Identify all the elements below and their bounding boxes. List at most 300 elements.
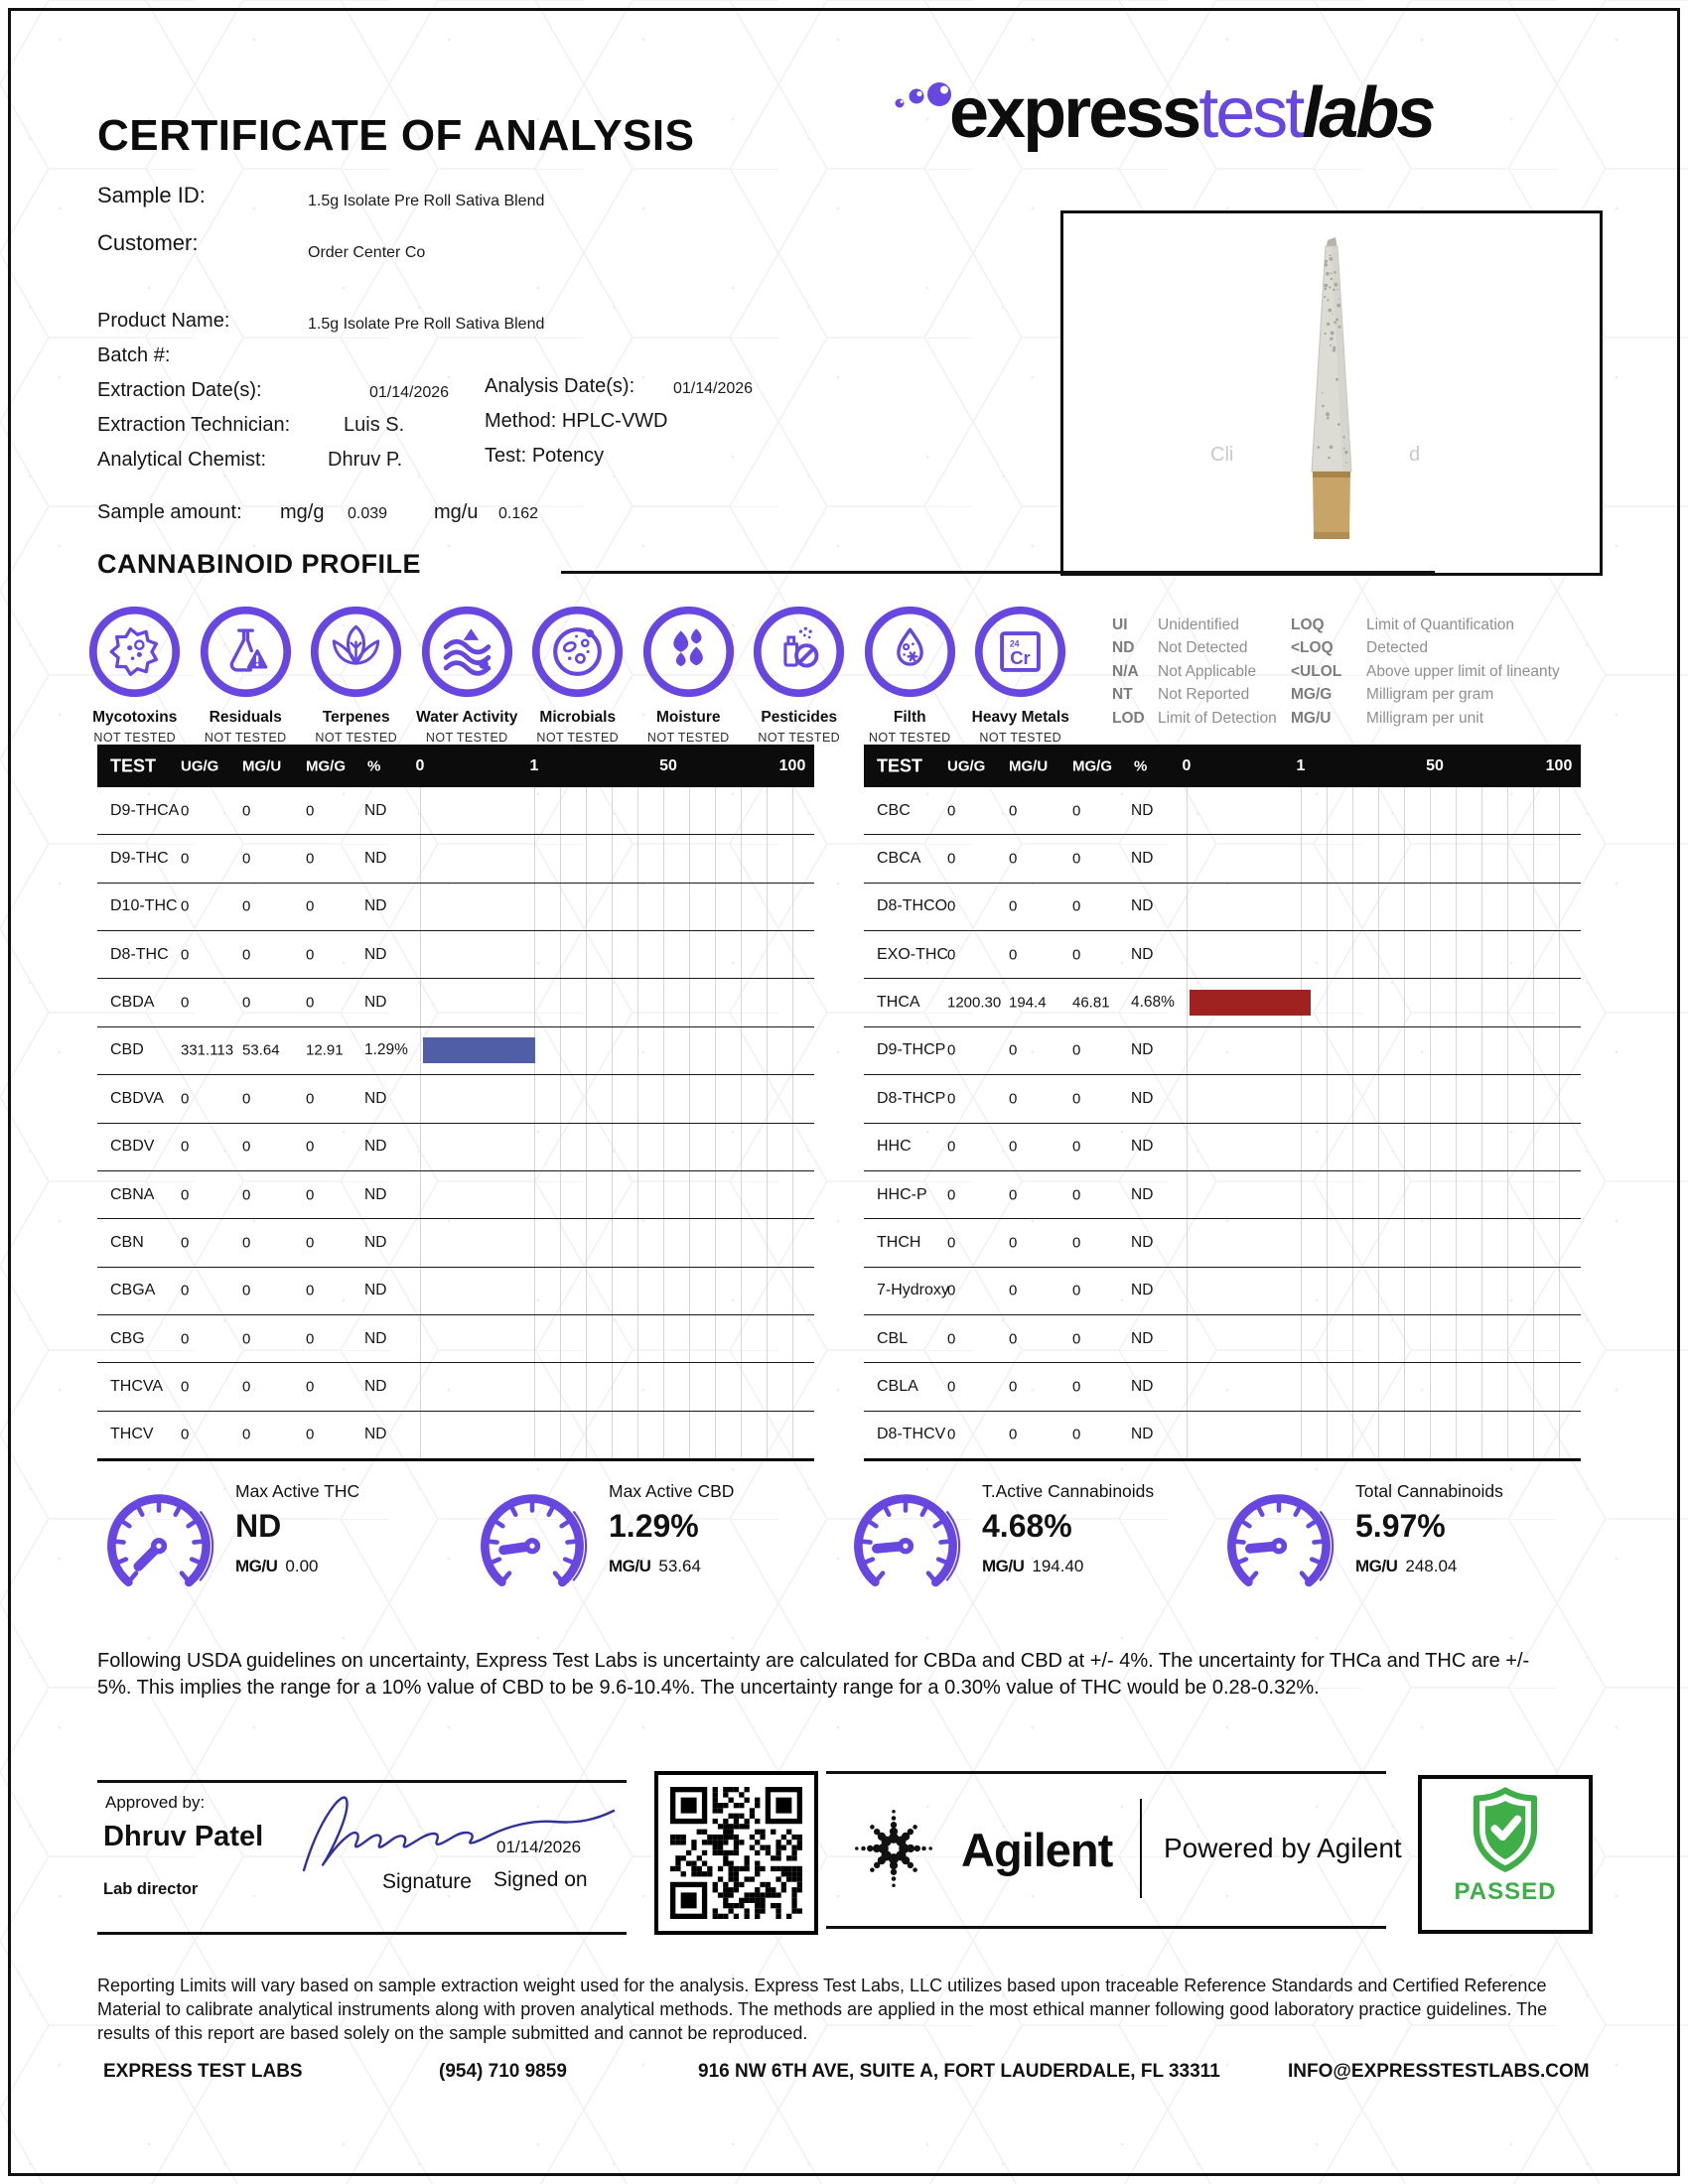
chart-gridline <box>637 1219 638 1266</box>
test-panel-status: NOT TESTED <box>315 731 398 745</box>
cell-ug-g: 0 <box>947 1234 956 1252</box>
gauge-unit-value: 248.04 <box>1405 1557 1458 1575</box>
chart-gridline <box>1559 931 1560 978</box>
chart-gridline <box>1187 884 1188 930</box>
cell-test: THCVA <box>110 1377 164 1395</box>
chart-gridline <box>1533 835 1534 882</box>
cell-mg-u: 0 <box>242 850 251 868</box>
chart-gridline <box>1430 1315 1431 1362</box>
chart-gridline <box>1352 787 1353 834</box>
legend-definition: Unidentified <box>1158 615 1239 633</box>
chart-gridline <box>586 1027 587 1074</box>
chart-gridline <box>534 1315 535 1362</box>
cell-mg-u: 0 <box>1009 946 1018 964</box>
test-panel-status: NOT TESTED <box>204 731 287 745</box>
chart-gridline <box>767 884 768 930</box>
chart-gridline <box>792 931 793 978</box>
chart-gridline <box>1481 884 1482 930</box>
agilent-tagline: Powered by Agilent <box>1164 1833 1402 1863</box>
cell-mg-u: 194.4 <box>1009 994 1047 1012</box>
cell-pct: ND <box>1131 1282 1154 1299</box>
chart-gridline <box>534 884 535 930</box>
chart-gridline <box>1327 979 1328 1025</box>
scale-label-0: 0 <box>1182 756 1192 774</box>
chart-gridline <box>1187 1075 1188 1122</box>
test-panel-name: Heavy Metals <box>971 709 1069 726</box>
chart-gridline <box>1301 1171 1302 1218</box>
column-header--: % <box>367 757 381 774</box>
table-row-d8-thcv <box>864 1412 1581 1461</box>
chart-gridline <box>1456 1219 1457 1266</box>
chart-gridline <box>689 1171 690 1218</box>
chart-gridline <box>1507 787 1508 834</box>
gauge-unit-value: 194.40 <box>1032 1557 1084 1575</box>
analytical-chemist-value: Dhruv P. <box>328 449 403 471</box>
cell-mg-g: 0 <box>1072 1426 1081 1443</box>
cell-mg-g: 0 <box>306 1090 315 1108</box>
chart-gridline <box>1327 884 1328 930</box>
table-row-cbl <box>864 1315 1581 1363</box>
chart-gridline <box>637 1363 638 1410</box>
passed-badge-label: PASSED <box>1454 1878 1557 1905</box>
cell-test: D8-THCO <box>877 897 948 915</box>
chart-gridline <box>1430 1412 1431 1458</box>
chart-gridline <box>741 1124 742 1170</box>
chart-gridline <box>1187 1315 1188 1362</box>
disclaimer-text: Reporting Limits will vary based on sample extraction weight used for the analysis. Express Test Labs, LLC utilizes based upon traceable Reference Standards and Certified Reference Material to calibrate analytical instruments along with proven analytical methods. The methods are applied in the most ethical manner following good laboratory practice guidelines. The results of this report are based solely on the sample submitted and cannot be reproduced. <box>97 1976 1548 2043</box>
approver-name: Dhruv Patel <box>103 1821 264 1852</box>
chart-gridline <box>1187 979 1188 1025</box>
cell-test: EXO-THC <box>877 945 948 963</box>
chart-gridline <box>1187 1363 1188 1410</box>
chart-gridline <box>1430 1219 1431 1266</box>
chart-gridline <box>767 979 768 1025</box>
test-panel-pesticides <box>744 604 855 745</box>
mg-u-value: 0.162 <box>498 505 539 522</box>
microbials-icon <box>529 604 626 705</box>
column-header-test: TEST <box>877 755 923 775</box>
chart-gridline <box>1352 1027 1353 1074</box>
chart-gridline <box>637 1075 638 1122</box>
legend-column-left <box>1112 614 1277 731</box>
svg-text:24: 24 <box>1010 638 1020 649</box>
test-panel-status: NOT TESTED <box>979 731 1062 745</box>
cell-ug-g: 0 <box>181 1282 190 1299</box>
chart-gridline <box>1378 1027 1379 1074</box>
cell-test: CBDV <box>110 1138 155 1156</box>
chart-gridline <box>1327 1412 1328 1458</box>
footer-address: 916 NW 6TH AVE, SUITE A, FORT LAUDERDALE, FL 33311 <box>698 2061 1220 2082</box>
cell-pct: 1.29% <box>364 1041 408 1059</box>
chart-gridline <box>1187 1219 1188 1266</box>
legend-abbr: LOD <box>1112 709 1145 727</box>
chart-gridline <box>1533 1363 1534 1410</box>
cell-ug-g: 0 <box>947 850 956 868</box>
chart-gridline <box>612 1171 613 1218</box>
cell-test: D9-THCA <box>110 801 180 819</box>
chart-gridline <box>663 1124 664 1170</box>
chart-gridline <box>534 931 535 978</box>
chart-gridline <box>1378 787 1379 834</box>
chart-gridline <box>715 1219 716 1266</box>
legend-abbr: <LOQ <box>1291 639 1334 657</box>
chart-gridline <box>767 1124 768 1170</box>
cell-mg-u: 0 <box>1009 1186 1018 1204</box>
qr-code <box>654 1771 818 1935</box>
chart-gridline <box>663 1268 664 1314</box>
chart-gridline <box>420 1412 421 1458</box>
chart-gridline <box>586 1412 587 1458</box>
chart-gridline <box>715 835 716 882</box>
agilent-spark-icon <box>832 1787 955 1910</box>
terpenes-icon <box>308 604 404 705</box>
chart-gridline <box>715 1124 716 1170</box>
legend-definition: Limit of Detection <box>1158 709 1277 727</box>
chart-gridline <box>1352 931 1353 978</box>
legend-row <box>1112 637 1277 661</box>
chart-gridline <box>1507 1315 1508 1362</box>
section-title: CANNABINOID PROFILE <box>97 549 421 579</box>
chart-gridline <box>1430 787 1431 834</box>
chart-gridline <box>560 884 561 930</box>
product-name-value: 1.5g Isolate Pre Roll Sativa Blend <box>308 316 545 333</box>
chart-gridline <box>1404 884 1405 930</box>
speedometer-icon <box>1214 1477 1343 1608</box>
test-panel-mycotoxins <box>79 604 191 745</box>
chart-gridline <box>1456 884 1457 930</box>
legend-row <box>1291 707 1560 731</box>
test-panel-terpenes <box>301 604 412 745</box>
speedometer-icon <box>1214 1477 1343 1613</box>
cell-mg-u: 0 <box>1009 802 1018 820</box>
chart-gridline <box>1559 1171 1560 1218</box>
table-row-d8-thcp <box>864 1075 1581 1123</box>
cell-pct: ND <box>1131 1089 1154 1107</box>
chart-gridline <box>663 979 664 1025</box>
cell-pct: ND <box>364 897 387 915</box>
chart-gridline <box>767 1315 768 1362</box>
chart-gridline <box>637 1027 638 1074</box>
test-value: Potency <box>531 445 605 467</box>
cell-mg-u: 0 <box>1009 1330 1018 1348</box>
chart-gridline <box>1378 1171 1379 1218</box>
test-panel-name: Mycotoxins <box>92 709 178 726</box>
chart-gridline <box>534 1363 535 1410</box>
cell-mg-u: 0 <box>242 802 251 820</box>
test-panel-heavy-metals <box>965 604 1076 745</box>
test-panel-residuals <box>191 604 302 745</box>
cell-pct: ND <box>364 1089 387 1107</box>
gauge-unit-row <box>1355 1557 1503 1576</box>
chart-gridline <box>420 884 421 930</box>
chart-gridline <box>1404 1315 1405 1362</box>
table-row-thca <box>864 979 1581 1026</box>
table-row-cbd <box>97 1027 814 1075</box>
filth-icon <box>862 604 958 705</box>
cell-mg-g: 0 <box>1072 802 1081 820</box>
chart-gridline <box>741 1315 742 1362</box>
gauge-text <box>1355 1477 1503 1613</box>
cell-mg-g: 0 <box>306 802 315 820</box>
chart-gridline <box>637 1412 638 1458</box>
cell-mg-u: 0 <box>242 1090 251 1108</box>
chart-gridline <box>1301 1268 1302 1314</box>
chart-gridline <box>1430 1363 1431 1410</box>
chart-gridline <box>1404 1124 1405 1170</box>
chart-gridline <box>689 835 690 882</box>
method-value: HPLC-VWD <box>561 410 668 432</box>
cell-mg-u: 0 <box>1009 850 1018 868</box>
cell-pct: ND <box>1131 1426 1154 1443</box>
chart-gridline <box>586 1075 587 1122</box>
chart-gridline <box>792 787 793 834</box>
scale-label-100: 100 <box>1545 756 1573 774</box>
cell-mg-g: 46.81 <box>1072 994 1110 1012</box>
chart-gridline <box>586 979 587 1025</box>
sample-id-label: Sample ID: <box>97 183 206 207</box>
test-panel-microbials <box>522 604 633 745</box>
chart-gridline <box>689 1219 690 1266</box>
cell-test: CBG <box>110 1329 145 1347</box>
chart-gridline <box>1456 979 1457 1025</box>
chart-gridline <box>637 931 638 978</box>
signed-on-label: Signed on <box>493 1868 588 1891</box>
chart-gridline <box>1327 1268 1328 1314</box>
scale-label-1: 1 <box>1296 756 1306 774</box>
chart-gridline <box>689 1315 690 1362</box>
chart-gridline <box>767 1027 768 1074</box>
chart-gridline <box>1507 884 1508 930</box>
cell-ug-g: 0 <box>947 1186 956 1204</box>
chart-gridline <box>741 1027 742 1074</box>
chart-gridline <box>1507 1027 1508 1074</box>
chart-gridline <box>792 1171 793 1218</box>
customer-label: Customer: <box>97 230 199 255</box>
chart-gridline <box>1430 1171 1431 1218</box>
chart-gridline <box>560 835 561 882</box>
heavy-metals-icon <box>972 604 1068 705</box>
chart-gridline <box>1404 1412 1405 1458</box>
test-panel-status: NOT TESTED <box>93 731 177 745</box>
chart-gridline <box>767 1171 768 1218</box>
legend-definition: Not Reported <box>1158 686 1250 704</box>
scale-label-50: 50 <box>659 756 677 774</box>
chart-gridline <box>420 1027 421 1074</box>
cell-ug-g: 0 <box>181 802 190 820</box>
chart-gridline <box>1404 979 1405 1025</box>
chart-gridline <box>1481 1363 1482 1410</box>
cell-test: CBNA <box>110 1185 155 1203</box>
test-panel-moisture <box>633 604 745 745</box>
cell-mg-u: 0 <box>242 897 251 915</box>
chart-gridline <box>715 1315 716 1362</box>
uncertainty-note: Following USDA guidelines on uncertainty, Express Test Labs is uncertainty are calculated for CBDa and CBD at +/- 4%. The uncertainty for THCa and THC are +/- 5%. This implies the range for a 10% value of CBD to be 9.6-10.4%. The uncertainty range for a 0.30% value of THC would be 0.28-0.32%. <box>97 1650 1530 1699</box>
chart-gridline <box>1559 1075 1560 1122</box>
chart-gridline <box>663 884 664 930</box>
chart-gridline <box>1378 1075 1379 1122</box>
chart-gridline <box>741 1412 742 1458</box>
cell-pct: ND <box>1131 1233 1154 1251</box>
chart-gridline <box>560 1315 561 1362</box>
agilent-wordmark: Agilent <box>961 1824 1113 1876</box>
chart-gridline <box>741 1171 742 1218</box>
gauge-value: 4.68% <box>982 1508 1072 1544</box>
table-row-cbdva <box>97 1075 814 1123</box>
chart-gridline <box>1559 1363 1560 1410</box>
chart-gridline <box>586 931 587 978</box>
cell-mg-g: 0 <box>306 1186 315 1204</box>
test-panel-name: Terpenes <box>322 709 390 726</box>
extraction-dates-label: Extraction Date(s): <box>97 379 262 401</box>
cell-ug-g: 0 <box>947 1041 956 1059</box>
chart-gridline <box>1481 979 1482 1025</box>
chart-gridline <box>1430 1124 1431 1170</box>
chart-gridline <box>1352 1171 1353 1218</box>
cell-mg-u: 0 <box>242 1426 251 1443</box>
chart-gridline <box>1301 1027 1302 1074</box>
chart-gridline <box>1301 1315 1302 1362</box>
chart-gridline <box>420 1363 421 1410</box>
chart-gridline <box>586 1124 587 1170</box>
chart-gridline <box>612 835 613 882</box>
signature-label: Signature <box>382 1870 472 1893</box>
passed-shield-icon <box>1462 1783 1549 1878</box>
cell-pct: ND <box>1131 1329 1154 1347</box>
agilent-divider <box>1140 1799 1142 1898</box>
chart-gridline <box>1507 1124 1508 1170</box>
logo-labs: labs <box>1302 73 1434 153</box>
gauge-unit-row <box>982 1557 1154 1576</box>
chart-gridline <box>534 1171 535 1218</box>
cell-mg-g: 0 <box>306 1234 315 1252</box>
cell-mg-g: 0 <box>1072 897 1081 915</box>
cell-test: D9-THC <box>110 850 169 868</box>
chart-gridline <box>1533 787 1534 834</box>
legend-definition: Above upper limit of lineanty <box>1366 662 1560 680</box>
chart-gridline <box>663 1363 664 1410</box>
chart-gridline <box>1187 1124 1188 1170</box>
chart-gridline <box>663 787 664 834</box>
chart-gridline <box>1507 931 1508 978</box>
chart-gridline <box>534 979 535 1025</box>
chart-gridline <box>663 1219 664 1266</box>
chart-gridline <box>792 1315 793 1362</box>
cell-mg-u: 0 <box>242 1282 251 1299</box>
chart-gridline <box>612 1075 613 1122</box>
chart-gridline <box>1481 1027 1482 1074</box>
cell-ug-g: 0 <box>181 946 190 964</box>
chart-gridline <box>792 1412 793 1458</box>
chart-gridline <box>741 835 742 882</box>
chart-gridline <box>586 1219 587 1266</box>
chart-gridline <box>586 1315 587 1362</box>
column-header-mg-u: MG/U <box>1009 757 1049 774</box>
speedometer-icon <box>94 1477 223 1613</box>
cell-ug-g: 0 <box>947 802 956 820</box>
chart-gridline <box>1559 979 1560 1025</box>
legend-row <box>1112 614 1277 637</box>
test-panel-name: Pesticides <box>761 709 838 726</box>
cell-pct: ND <box>364 1426 387 1443</box>
cell-ug-g: 0 <box>181 1234 190 1252</box>
logo-express: express <box>949 73 1199 153</box>
result-bar <box>1190 990 1311 1016</box>
chart-gridline <box>420 1219 421 1266</box>
table-row-d9-thca <box>97 787 814 835</box>
chart-gridline <box>1456 1363 1457 1410</box>
water-activity-icon <box>419 604 515 705</box>
cell-pct: ND <box>364 1233 387 1251</box>
table-row-d9-thcp <box>864 1027 1581 1075</box>
chart-gridline <box>663 1412 664 1458</box>
column-header-ug-g: UG/G <box>947 757 986 774</box>
chart-gridline <box>612 1363 613 1410</box>
chart-gridline <box>586 1363 587 1410</box>
chart-gridline <box>560 1171 561 1218</box>
chart-gridline <box>715 787 716 834</box>
chart-gridline <box>420 1075 421 1122</box>
cell-pct: ND <box>1131 850 1154 868</box>
chart-gridline <box>1533 1171 1534 1218</box>
cell-test: CBC <box>877 801 911 819</box>
table-row-d10-thc <box>97 884 814 931</box>
mg-g-label: mg/g <box>280 501 325 523</box>
chart-gridline <box>741 931 742 978</box>
extraction-technician-label: Extraction Technician: <box>97 414 291 436</box>
chart-gridline <box>1327 1219 1328 1266</box>
chart-gridline <box>586 787 587 834</box>
chart-gridline <box>1301 884 1302 930</box>
chart-gridline <box>1430 979 1431 1025</box>
chart-gridline <box>741 1075 742 1122</box>
legend-abbr: NT <box>1112 686 1133 704</box>
cell-mg-u: 0 <box>1009 1138 1018 1156</box>
residuals-icon <box>198 604 294 705</box>
chart-gridline <box>1352 1412 1353 1458</box>
chart-gridline <box>792 1268 793 1314</box>
cell-mg-u: 0 <box>1009 1234 1018 1252</box>
cell-mg-u: 0 <box>1009 1426 1018 1443</box>
chart-gridline <box>1507 1171 1508 1218</box>
cell-mg-g: 0 <box>1072 1186 1081 1204</box>
chart-gridline <box>560 1124 561 1170</box>
gauge-total-cannabinoids <box>1214 1477 1588 1613</box>
chart-gridline <box>1533 979 1534 1025</box>
chart-gridline <box>1430 931 1431 978</box>
table-row-d8-thc <box>97 931 814 979</box>
cell-test: CBGA <box>110 1282 156 1299</box>
mg-u-label: mg/u <box>434 501 479 523</box>
chart-gridline <box>1327 931 1328 978</box>
chart-gridline <box>560 1268 561 1314</box>
chart-gridline <box>420 1124 421 1170</box>
mg-g-value: 0.039 <box>348 505 388 522</box>
cell-mg-u: 0 <box>1009 897 1018 915</box>
chart-gridline <box>1301 1219 1302 1266</box>
cell-test: CBDA <box>110 994 155 1012</box>
chart-gridline <box>612 1027 613 1074</box>
chart-gridline <box>586 1268 587 1314</box>
chart-gridline <box>534 787 535 834</box>
cell-mg-u: 0 <box>1009 1090 1018 1108</box>
chart-gridline <box>715 1412 716 1458</box>
cell-ug-g: 0 <box>181 994 190 1012</box>
chart-gridline <box>792 979 793 1025</box>
cell-mg-u: 53.64 <box>242 1041 280 1059</box>
cell-test: D8-THCV <box>877 1426 946 1443</box>
gauge-label: Max Active CBD <box>609 1481 735 1501</box>
cell-mg-u: 0 <box>242 1234 251 1252</box>
